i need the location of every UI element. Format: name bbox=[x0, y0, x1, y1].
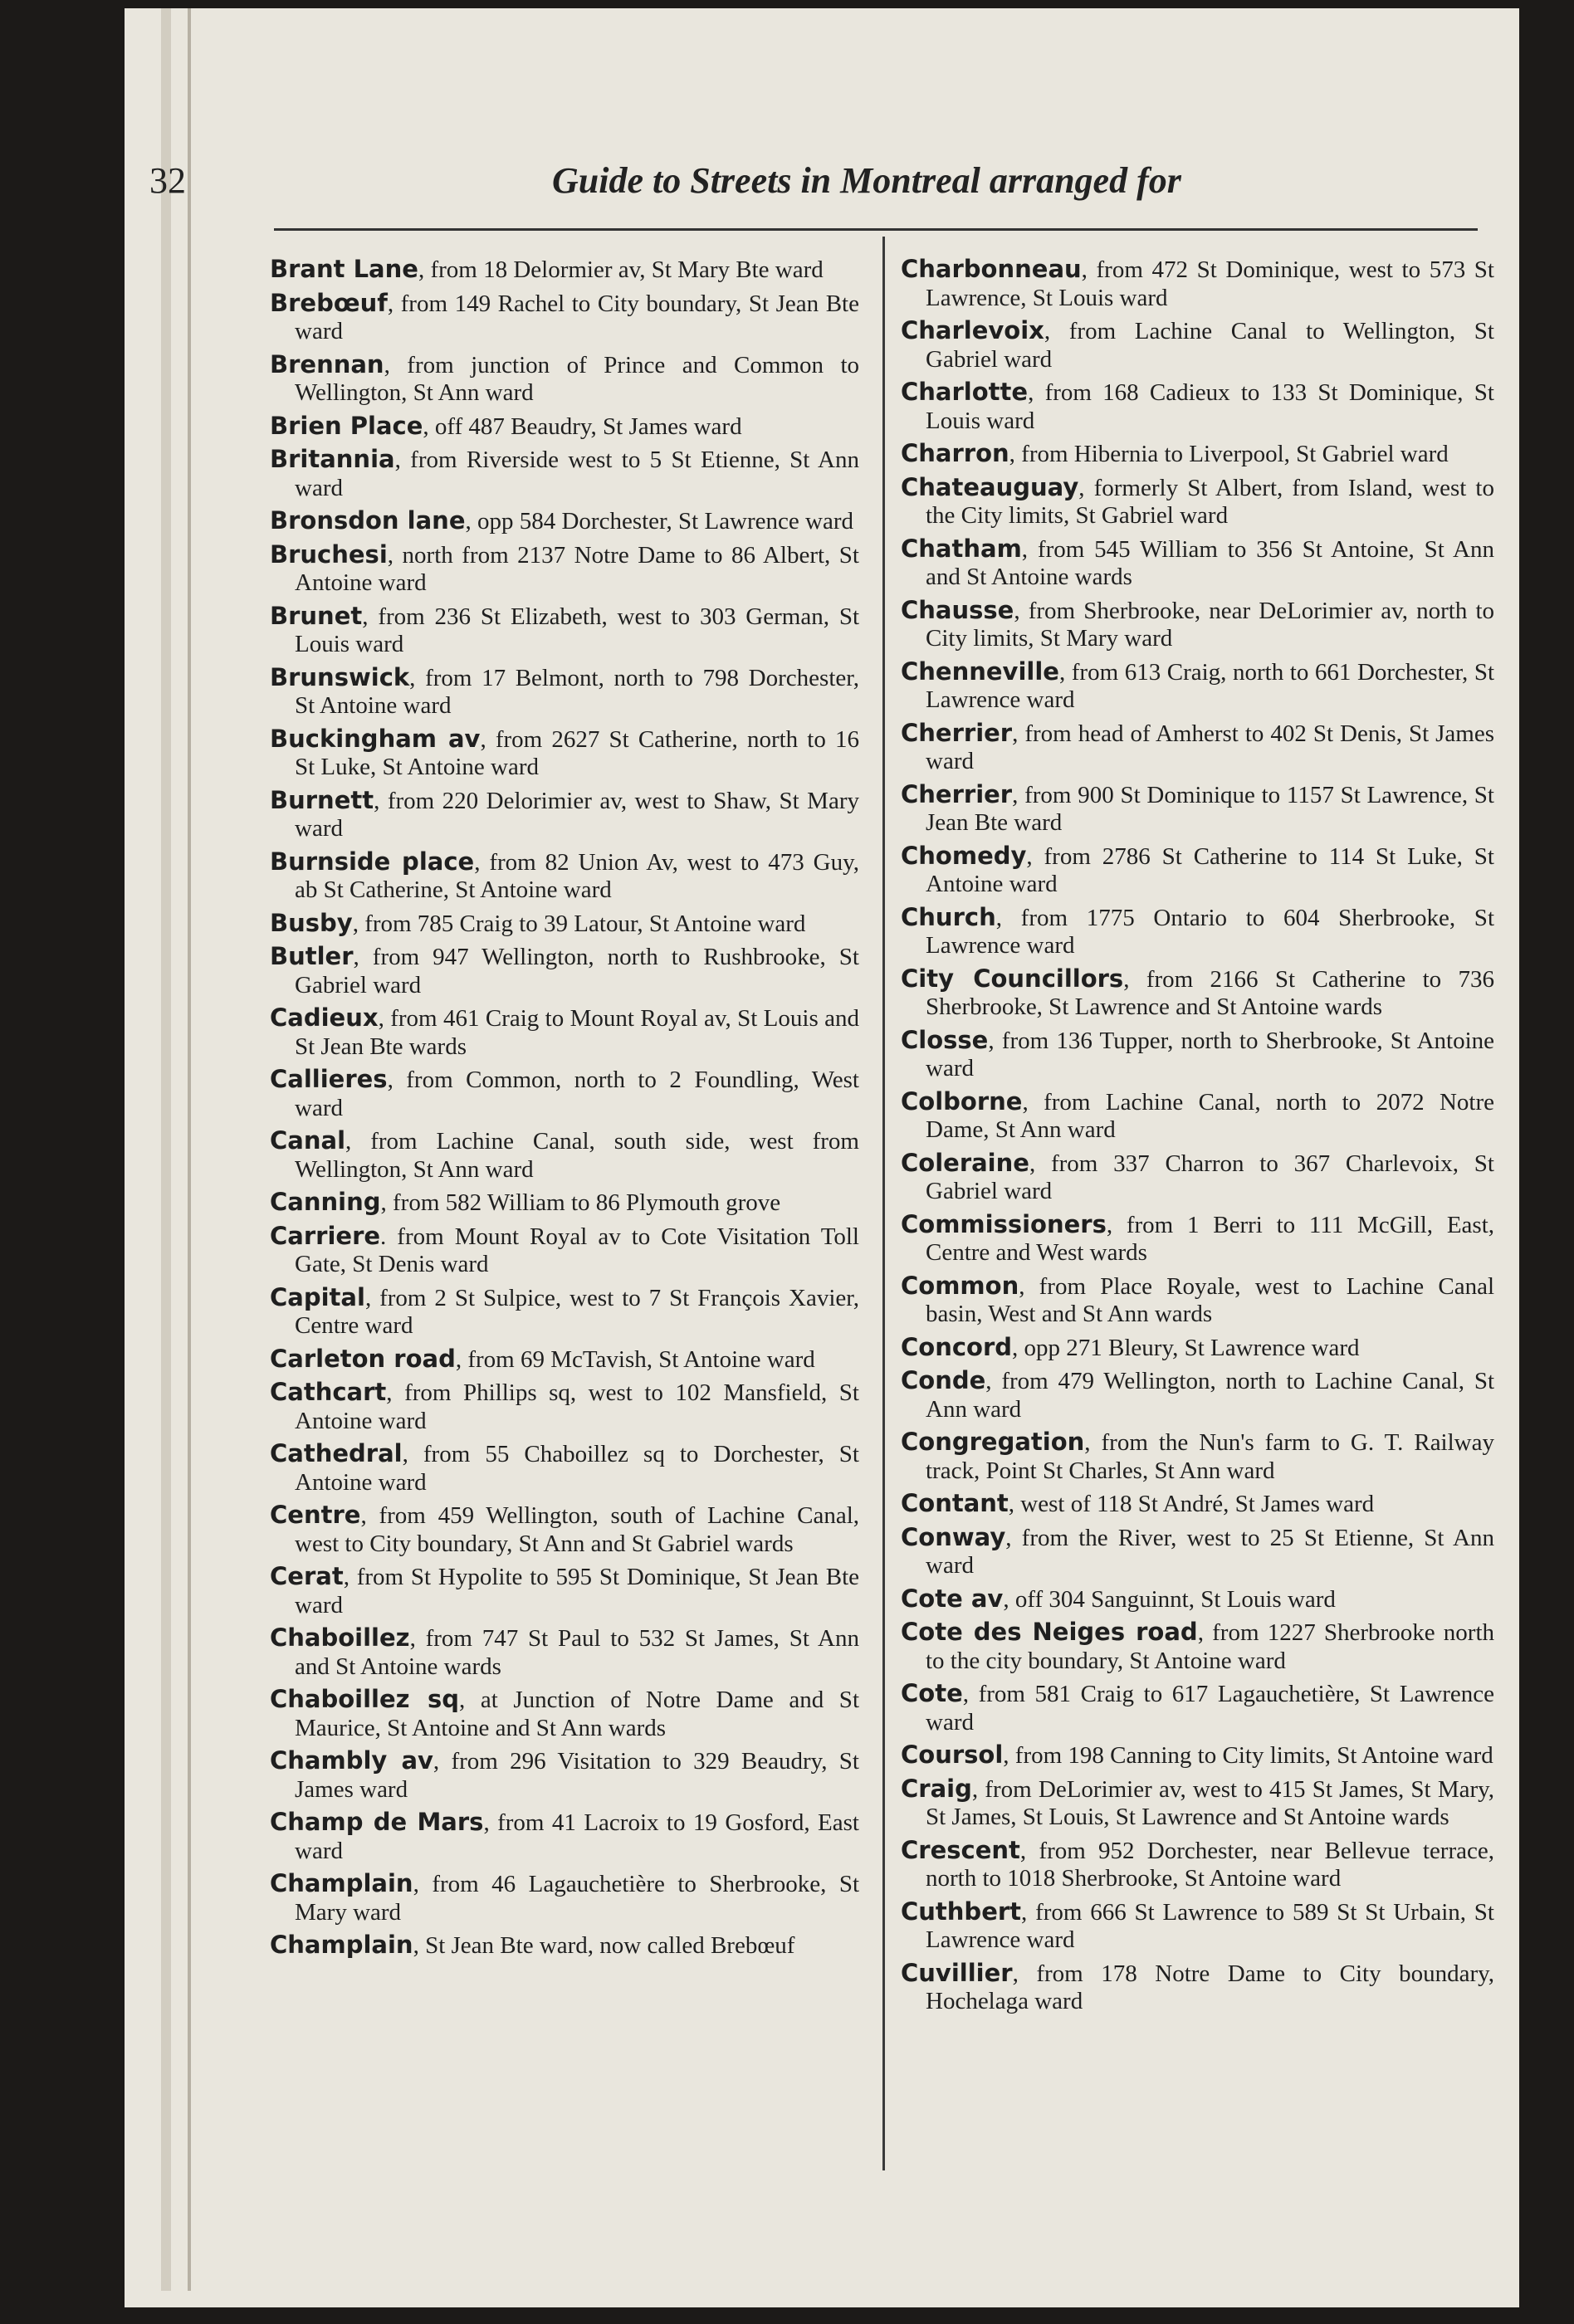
street-entry bbox=[270, 725, 859, 782]
street-name: Chaboillez sq bbox=[270, 1685, 459, 1713]
street-entry bbox=[901, 1680, 1494, 1736]
street-name: Brant Lane bbox=[270, 255, 418, 283]
street-entry bbox=[901, 474, 1494, 530]
street-entry bbox=[901, 1088, 1494, 1145]
street-description: , from 1 Berri to 111 McGill, East, Centre and West wards bbox=[926, 1211, 1494, 1266]
street-description: , from 472 St Dominique, west to 573 St Lawrence, St Louis ward bbox=[926, 256, 1494, 311]
left-column bbox=[270, 256, 859, 1965]
street-description: , from 2 St Sulpice, west to 7 St François Xavier, Centre ward bbox=[295, 1284, 859, 1339]
street-entry bbox=[270, 1379, 859, 1435]
street-description: , from 947 Wellington, north to Rushbrooke, St Gabriel ward bbox=[295, 944, 859, 998]
street-name: Chateauguay bbox=[901, 472, 1079, 501]
street-name: Callieres bbox=[270, 1065, 388, 1093]
street-description: , from the River, west to 25 St Etienne, St Ann ward bbox=[926, 1524, 1494, 1579]
street-description: , off 487 Beaudry, St James ward bbox=[423, 413, 742, 440]
street-description: . from Mount Royal av to Cote Visitation Toll Gate, St Denis ward bbox=[295, 1223, 859, 1277]
street-name: Cerat bbox=[270, 1562, 344, 1590]
street-name: Common bbox=[901, 1271, 1019, 1300]
street-description: , from 82 Union Av, west to 473 Guy, ab St Catherine, St Antoine ward bbox=[295, 848, 859, 903]
street-name: Cote des Neiges road bbox=[901, 1618, 1198, 1646]
street-description: , from 479 Wellington, north to Lachine Canal, St Ann ward bbox=[926, 1368, 1494, 1423]
page-edge-line bbox=[188, 8, 191, 2291]
street-entry bbox=[270, 848, 859, 905]
street-entry bbox=[270, 603, 859, 659]
street-description: , from 900 St Dominique to 1157 St Lawrence, St Jean Bte ward bbox=[926, 781, 1494, 836]
street-entry bbox=[901, 256, 1494, 312]
column-divider bbox=[882, 237, 885, 2170]
street-entry bbox=[901, 317, 1494, 374]
street-entry bbox=[901, 1837, 1494, 1893]
street-description: , from 136 Tupper, north to Sherbrooke, St Antoine ward bbox=[926, 1027, 1494, 1081]
street-name: Cathedral bbox=[270, 1439, 403, 1467]
street-name: Brien Place bbox=[270, 411, 423, 440]
street-entry bbox=[270, 1624, 859, 1681]
street-entry bbox=[270, 910, 859, 939]
street-entry bbox=[270, 1189, 859, 1218]
street-entry bbox=[901, 965, 1494, 1022]
street-entry bbox=[901, 1428, 1494, 1485]
street-entry bbox=[901, 1490, 1494, 1519]
street-name: Brunet bbox=[270, 601, 363, 630]
street-entry bbox=[270, 1004, 859, 1061]
street-description: , from Place Royale, west to Lachine Canal basin, West and St Ann wards bbox=[926, 1272, 1494, 1327]
street-description: , from 2627 St Catherine, north to 16 St Luke, St Antoine ward bbox=[295, 725, 859, 780]
street-name: Cadieux bbox=[270, 1003, 379, 1032]
street-entry bbox=[901, 1272, 1494, 1329]
street-name: Concord bbox=[901, 1332, 1013, 1361]
street-name: Chausse bbox=[901, 595, 1014, 624]
street-name: Butler bbox=[270, 942, 354, 970]
street-name: Chomedy bbox=[901, 841, 1027, 870]
street-description: , from the Nun's farm to G. T. Railway track, Point St Charles, St Ann ward bbox=[926, 1429, 1494, 1484]
street-name: Canning bbox=[270, 1188, 381, 1216]
street-description: , off 304 Sanguinnt, St Louis ward bbox=[1003, 1585, 1336, 1613]
street-name: Capital bbox=[270, 1282, 365, 1311]
street-name: Brebœuf bbox=[270, 288, 388, 317]
street-name: Charlevoix bbox=[901, 316, 1044, 344]
street-name: Cote av bbox=[901, 1584, 1004, 1613]
street-description: , from 582 William to 86 Plymouth grove bbox=[380, 1189, 781, 1216]
street-name: City Councillors bbox=[901, 964, 1124, 993]
street-entry bbox=[270, 446, 859, 502]
street-entry bbox=[901, 597, 1494, 653]
street-description: , from 952 Dorchester, near Bellevue terrace, north to 1018 Sherbrooke, St Antoine ward bbox=[926, 1837, 1494, 1892]
street-entry bbox=[270, 1870, 859, 1926]
street-name: Chaboillez bbox=[270, 1623, 410, 1652]
street-name: Burnett bbox=[270, 785, 374, 814]
street-description: , from 459 Wellington, south of Lachine Canal, west to City boundary, St Ann and St Gabriel wards bbox=[295, 1502, 859, 1557]
street-name: Champlain bbox=[270, 1869, 413, 1897]
street-description: , from 55 Chaboillez sq to Dorchester, St Antoine ward bbox=[295, 1441, 859, 1496]
street-entry bbox=[270, 1501, 859, 1558]
street-name: Cuthbert bbox=[901, 1897, 1022, 1926]
street-description: , opp 271 Bleury, St Lawrence ward bbox=[1012, 1334, 1360, 1361]
street-name: Busby bbox=[270, 908, 353, 937]
street-name: Brennan bbox=[270, 349, 384, 378]
street-entry bbox=[901, 842, 1494, 899]
street-description: , from 46 Lagauchetière to Sherbrooke, St Mary ward bbox=[295, 1871, 859, 1926]
street-description: , opp 584 Dorchester, St Lawrence ward bbox=[465, 508, 853, 535]
street-entry bbox=[270, 943, 859, 999]
street-entry bbox=[270, 351, 859, 408]
street-description: , from 149 Rachel to City boundary, St Jean Bte ward bbox=[295, 290, 859, 344]
street-name: Cote bbox=[901, 1679, 963, 1707]
street-name: Craig bbox=[901, 1774, 972, 1803]
street-entry bbox=[270, 1223, 859, 1279]
street-description: , from 220 Delorimier av, west to Shaw, St Mary ward bbox=[295, 787, 859, 842]
street-name: Closse bbox=[901, 1025, 989, 1054]
street-entry bbox=[270, 787, 859, 843]
street-name: Bruchesi bbox=[270, 540, 388, 569]
street-name: Canal bbox=[270, 1126, 346, 1155]
street-description: , from 785 Craig to 39 Latour, St Antoine ward bbox=[352, 910, 806, 937]
street-name: Church bbox=[901, 902, 996, 931]
street-description: , at Junction of Notre Dame and St Maurice, St Antoine and St Ann wards bbox=[295, 1687, 859, 1741]
street-name: Commissioners bbox=[901, 1209, 1107, 1238]
street-description: , from 236 St Elizabeth, west to 303 German, St Louis ward bbox=[295, 603, 859, 657]
street-description: , from 17 Belmont, north to 798 Dorchester, St Antoine ward bbox=[295, 664, 859, 719]
street-description: , from Hibernia to Liverpool, St Gabriel ward bbox=[1009, 441, 1449, 467]
header-rule bbox=[274, 228, 1478, 231]
street-entry bbox=[901, 1027, 1494, 1083]
street-entry bbox=[901, 1367, 1494, 1423]
street-description: , from 69 McTavish, St Antoine ward bbox=[455, 1345, 815, 1373]
street-entry bbox=[901, 1524, 1494, 1580]
street-description: , from 666 St Lawrence to 589 St St Urbain, St Lawrence ward bbox=[926, 1898, 1494, 1953]
street-description: , from 461 Craig to Mount Royal av, St Louis and St Jean Bte wards bbox=[295, 1005, 859, 1060]
street-name: Buckingham av bbox=[270, 724, 481, 753]
street-description: , from DeLorimier av, west to 415 St James, St Mary, St James, St Louis, St Lawrence and St Antoine wards bbox=[926, 1775, 1494, 1830]
street-entry bbox=[270, 507, 859, 536]
street-entry bbox=[270, 413, 859, 442]
street-name: Coleraine bbox=[901, 1148, 1029, 1177]
street-name: Charron bbox=[901, 439, 1009, 467]
street-entry bbox=[270, 256, 859, 285]
street-name: Burnside place bbox=[270, 847, 475, 876]
street-description: , from Lachine Canal, north to 2072 Notre Dame, St Ann ward bbox=[926, 1088, 1494, 1143]
page-number: 32 bbox=[149, 160, 186, 201]
street-entry bbox=[901, 1960, 1494, 2016]
street-entry bbox=[270, 541, 859, 598]
street-name: Crescent bbox=[901, 1835, 1020, 1864]
street-description: , from Lachine Canal, south side, west from Wellington, St Ann ward bbox=[295, 1128, 859, 1183]
street-entry bbox=[270, 664, 859, 720]
street-description: , from 1775 Ontario to 604 Sherbrooke, St Lawrence ward bbox=[926, 904, 1494, 959]
street-name: Conde bbox=[901, 1366, 986, 1394]
street-entry bbox=[270, 1284, 859, 1340]
street-entry bbox=[270, 1127, 859, 1184]
street-name: Charbonneau bbox=[901, 255, 1082, 283]
street-entry bbox=[901, 720, 1494, 776]
street-entry bbox=[270, 1747, 859, 1804]
street-description: , from 18 Delormier av, St Mary Bte ward bbox=[418, 256, 824, 283]
street-description: , from 337 Charron to 367 Charlevoix, St Gabriel ward bbox=[926, 1150, 1494, 1204]
street-entry bbox=[270, 1686, 859, 1742]
street-name: Britannia bbox=[270, 445, 395, 473]
street-name: Congregation bbox=[901, 1428, 1085, 1456]
street-entry bbox=[901, 1150, 1494, 1206]
street-name: Conway bbox=[901, 1522, 1006, 1551]
street-name: Cherrier bbox=[901, 718, 1013, 747]
street-name: Cuvillier bbox=[901, 1958, 1013, 1987]
running-title: Guide to Streets in Montreal arranged for bbox=[552, 160, 1181, 201]
street-entry bbox=[270, 1931, 859, 1960]
street-description: , from 168 Cadieux to 133 St Dominique, St Louis ward bbox=[926, 379, 1494, 434]
street-description: , from Lachine Canal to Wellington, St Gabriel ward bbox=[926, 318, 1494, 373]
street-description: , west of 118 St André, St James ward bbox=[1008, 1491, 1375, 1517]
street-entry bbox=[901, 658, 1494, 715]
street-name: Cherrier bbox=[901, 779, 1013, 808]
street-description: , from St Hypolite to 595 St Dominique, St Jean Bte ward bbox=[295, 1564, 859, 1618]
street-description: , from 613 Craig, north to 661 Dorchester, St Lawrence ward bbox=[926, 658, 1494, 713]
street-description: , from 1227 Sherbrooke north to the city boundary, St Antoine ward bbox=[926, 1619, 1494, 1674]
street-entry bbox=[901, 440, 1494, 469]
street-description: , from Sherbrooke, near DeLorimier av, north to City limits, St Mary ward bbox=[926, 597, 1494, 652]
street-entry bbox=[901, 535, 1494, 592]
street-name: Chambly av bbox=[270, 1746, 433, 1775]
street-name: Carleton road bbox=[270, 1344, 456, 1373]
street-entry bbox=[901, 1211, 1494, 1267]
page-edge bbox=[161, 8, 171, 2291]
street-description: , from Common, north to 2 Foundling, West ward bbox=[295, 1067, 859, 1121]
street-description: , St Jean Bte ward, now called Brebœuf bbox=[413, 1932, 795, 1959]
street-entry bbox=[270, 1809, 859, 1865]
street-entry bbox=[901, 1618, 1494, 1675]
street-name: Coursol bbox=[901, 1741, 1004, 1769]
street-entry bbox=[901, 1898, 1494, 1955]
street-entry bbox=[901, 1585, 1494, 1614]
street-entry bbox=[901, 904, 1494, 960]
street-name: Bronsdon lane bbox=[270, 506, 466, 535]
street-name: Centre bbox=[270, 1501, 361, 1529]
street-description: , from 2166 St Catherine to 736 Sherbrooke, St Lawrence and St Antoine wards bbox=[926, 965, 1494, 1020]
street-name: Champlain bbox=[270, 1931, 413, 1959]
street-name: Brunswick bbox=[270, 662, 410, 691]
street-description: , from 296 Visitation to 329 Beaudry, St James ward bbox=[295, 1748, 859, 1803]
street-description: , from 198 Canning to City limits, St Antoine ward bbox=[1003, 1742, 1493, 1769]
right-column bbox=[901, 256, 1494, 2021]
street-description: , from 178 Notre Dame to City boundary, Hochelaga ward bbox=[926, 1960, 1494, 2014]
street-description: , from junction of Prince and Common to Wellington, St Ann ward bbox=[295, 351, 859, 406]
street-description: , formerly St Albert, from Island, west to the City limits, St Gabriel ward bbox=[926, 474, 1494, 529]
street-description: , from head of Amherst to 402 St Denis, St James ward bbox=[926, 720, 1494, 774]
street-name: Champ de Mars bbox=[270, 1808, 484, 1836]
street-description: , from 747 St Paul to 532 St James, St Ann and St Antoine wards bbox=[295, 1625, 859, 1680]
street-name: Charlotte bbox=[901, 378, 1029, 406]
street-description: , north from 2137 Notre Dame to 86 Albert, St Antoine ward bbox=[295, 541, 859, 596]
street-entry bbox=[270, 1345, 859, 1374]
street-entry bbox=[270, 1563, 859, 1619]
street-name: Colborne bbox=[901, 1086, 1023, 1116]
page-header bbox=[149, 159, 1486, 217]
street-name: Chatham bbox=[901, 534, 1022, 563]
street-name: Carriere bbox=[270, 1221, 381, 1250]
street-name: Contant bbox=[901, 1489, 1009, 1517]
street-entry bbox=[270, 1440, 859, 1496]
street-entry bbox=[270, 290, 859, 346]
street-entry bbox=[270, 1066, 859, 1122]
street-description: , from Phillips sq, west to 102 Mansfield, St Antoine ward bbox=[295, 1379, 859, 1434]
street-entry bbox=[901, 781, 1494, 837]
street-description: , from 581 Craig to 617 Lagauchetière, St Lawrence ward bbox=[926, 1681, 1494, 1736]
street-name: Cathcart bbox=[270, 1378, 387, 1406]
street-description: , from 41 Lacroix to 19 Gosford, East ward bbox=[295, 1809, 859, 1864]
street-entry bbox=[901, 1334, 1494, 1363]
street-entry bbox=[901, 378, 1494, 435]
street-description: , from Riverside west to 5 St Etienne, St Ann ward bbox=[295, 447, 859, 501]
street-description: , from 2786 St Catherine to 114 St Luke, St Antoine ward bbox=[926, 842, 1494, 897]
street-entry bbox=[901, 1741, 1494, 1770]
street-entry bbox=[901, 1775, 1494, 1832]
street-description: , from 545 William to 356 St Antoine, St Ann and St Antoine wards bbox=[926, 535, 1494, 590]
street-name: Chenneville bbox=[901, 657, 1059, 686]
